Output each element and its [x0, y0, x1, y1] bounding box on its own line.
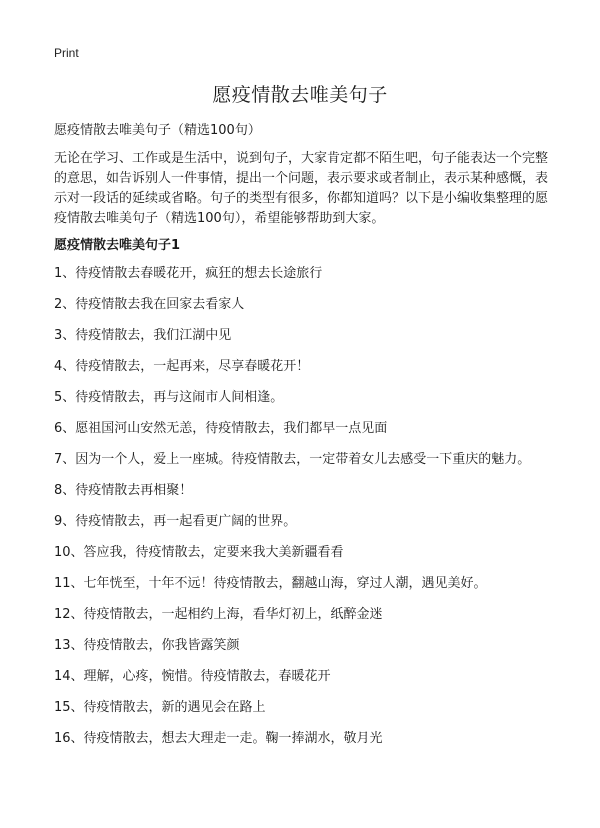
- list-item: 2、待疫情散去我在回家去看家人: [54, 297, 245, 312]
- list-item: 11、七年恍至，十年不远！待疫情散去，翻越山海，穿过人潮，遇见美好。: [54, 576, 487, 591]
- list-item: 4、待疫情散去，一起再来，尽享春暖花开！: [54, 359, 310, 374]
- list-item: 15、待疫情散去，新的遇见会在路上: [54, 700, 266, 715]
- list-item: 1、待疫情散去春暖花开，疯狂的想去长途旅行: [54, 266, 323, 281]
- list-item: 16、待疫情散去，想去大理走一走。鞠一捧湖水，敬月光: [54, 731, 383, 746]
- list-item: 14、理解，心疼，惋惜。待疫情散去，春暖花开: [54, 669, 331, 684]
- list-item: 8、待疫情散去再相聚！: [54, 483, 193, 498]
- list-item: 5、待疫情散去，再与这闹市人间相逢。: [54, 390, 284, 405]
- list-item: 3、待疫情散去，我们江湖中见: [54, 328, 232, 343]
- list-item: 10、答应我，待疫情散去，定要来我大美新疆看看: [54, 545, 344, 560]
- sentence-list: [54, 264, 548, 749]
- list-item: 9、待疫情散去，再一起看更广阔的世界。: [54, 514, 297, 529]
- page-title: 愿疫情散去唯美句子: [212, 84, 388, 106]
- list-item: 12、待疫情散去，一起相约上海，看华灯初上，纸醉金迷: [54, 607, 383, 622]
- list-item: 13、待疫情散去，你我皆露笑颜: [54, 638, 240, 653]
- intro-paragraph: 无论在学习、工作或是生活中，说到句子，大家肯定都不陌生吧，句子能表达一个完整的意思，如告诉别人一件事情，提出一个问题，表示要求或者制止，表示某种感慨，表示对一段话的延续或省略。句子的类型有很多，你都知道吗？以下是小编收集整理的愿疫情散去唯美句子（精选100句），希望能够帮助到大家。: [54, 151, 549, 226]
- list-item: 6、愿祖国河山安然无恙，待疫情散去，我们都早一点见面: [54, 421, 388, 436]
- list-item: 7、因为一个人，爱上一座城。待疫情散去，一定带着女儿去感受一下重庆的魅力。: [54, 452, 531, 467]
- article-subtitle: 愿疫情散去唯美句子（精选100句）: [54, 123, 261, 138]
- print-link[interactable]: Print: [54, 46, 79, 60]
- section-heading: 愿疫情散去唯美句子1: [54, 238, 181, 253]
